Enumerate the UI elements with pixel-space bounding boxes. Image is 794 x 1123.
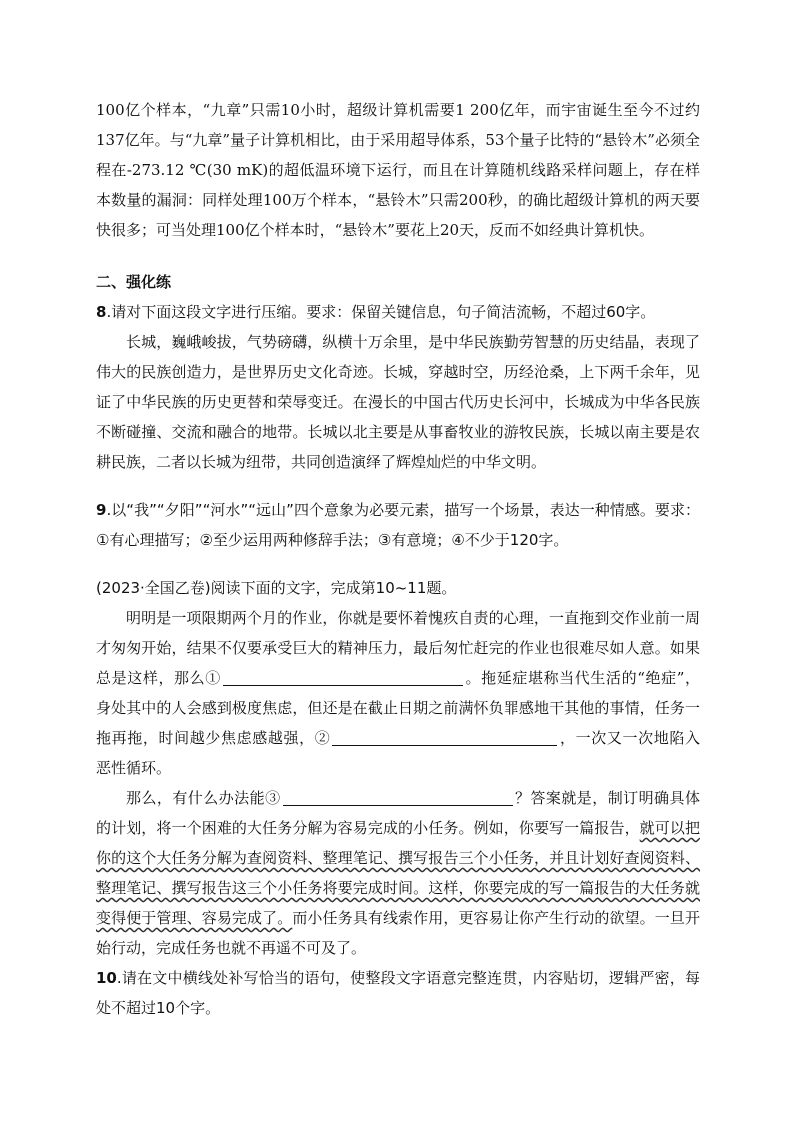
- question-8-number: 8: [96, 303, 107, 321]
- reading-p2-part-a: 那么，有什么办法能: [126, 789, 266, 807]
- question-8-prompt: .请对下面这段文字进行压缩。要求：保留关键信息，句子简洁流畅，不超过60字。: [106, 303, 656, 321]
- blank-3-label: ③: [265, 789, 281, 807]
- blank-2-label: ②: [314, 729, 331, 747]
- reading-source: (2023·全国乙卷)阅读下面的文字，完成第10~11题。: [96, 579, 457, 597]
- question-9-prompt: .以“我”“夕阳”“河水”“远山”四个意象为必要元素，描写一个场景，表达一种情感。要求：①有心理描写；②至少运用两种修辞手法；③有意境；④不少于120字。: [96, 501, 700, 549]
- question-8: [96, 297, 700, 327]
- reading-p2-wavy-underlined: 就可以把你的这个大任务分解为查阅资料、整理笔记、撰写报告三个小任务，并且计划好查阅资料、整理笔记、撰写报告这三个小任务将要完成时间。这样，你要完成的写一篇报告的大任务就变得便于管理、容易完成了。: [96, 819, 700, 927]
- reading-p1-part-c: ，一次又一次地陷入恶性循环。: [96, 729, 700, 777]
- section-title: 二、强化练: [96, 273, 172, 291]
- reading-paragraph-2: [96, 783, 700, 963]
- question-10-prompt: .请在文中横线处补写恰当的语句，使整段文字语意完整连贯，内容贴切，逻辑严密，每处不超过10个字。: [96, 969, 700, 1017]
- question-10-number: 10: [96, 969, 117, 987]
- reading-p2-part-b: ？答案就是，制订明确具体的计划，将一个困难的大任务分解为容易完成的小任务。例如，你要写一篇报告，: [96, 789, 700, 837]
- reading-p2-part-c: 而小任务具有线索作用，更容易让你产生行动的欲望。一旦开始行动，完成任务也就不再遥不可及了。: [96, 909, 700, 957]
- question-10: [96, 963, 700, 1023]
- question-9-number: 9: [96, 501, 107, 519]
- reading-paragraph-1: [96, 603, 700, 783]
- blank-3-line[interactable]: [283, 785, 513, 806]
- reading-p1-part-b: 。拖延症堪称当代生活的“绝症”，身处其中的人会感到极度焦虑，但还是在截止日期之前满怀负罪感地干其他的事情，任务一拖再拖，时间越少焦虑感越强，: [96, 669, 700, 747]
- blank-2-line[interactable]: [332, 725, 557, 746]
- document-content: [96, 95, 700, 1023]
- question-8-passage: 长城，巍峨峻拔，气势磅礴，纵横十万余里，是中华民族勤劳智慧的历史结晶，表现了伟大的民族创造力，是世界历史文化奇迹。长城，穿越时空，历经沧桑，上下两千余年，见证了中华民族的历史更替和荣辱变迁。在漫长的中国古代历史长河中，长城成为中华各民族不断碰撞、交流和融合的地带。长城以北主要是从事畜牧业的游牧民族，长城以南主要是农耕民族，二者以长城为纽带，共同创造演绎了辉煌灿烂的中华文明。: [96, 333, 700, 471]
- question-9: [96, 495, 700, 555]
- reading-p1-part-a: 明明是一项限期两个月的作业，你就是要怀着愧疚自责的心理，一直拖到交作业前一周才匆匆开始，结果不仅要承受巨大的精神压力，最后匆忙赶完的作业也很难尽如人意。如果总是这样，那么: [96, 609, 700, 687]
- blank-1-label: ①: [205, 669, 221, 687]
- blank-1-line[interactable]: [223, 665, 463, 686]
- intro-paragraph: 100亿个样本，“九章”只需10小时，超级计算机需要1 200亿年，而宇宙诞生至今不过约137亿年。与“九章”量子计算机相比，由于采用超导体系，53个量子比特的“悬铃木”必须全程在-273.12 ℃(30 mK)的超低温环境下运行，而且在计算随机线路采样问题上，存在样本数量的漏洞：同样处理100万个样本，“悬铃木”只需200秒，的确比超级计算机的两天要快很多；可当处理100亿个样本时，“悬铃木”要花上20天，反而不如经典计算机快。: [96, 101, 700, 239]
